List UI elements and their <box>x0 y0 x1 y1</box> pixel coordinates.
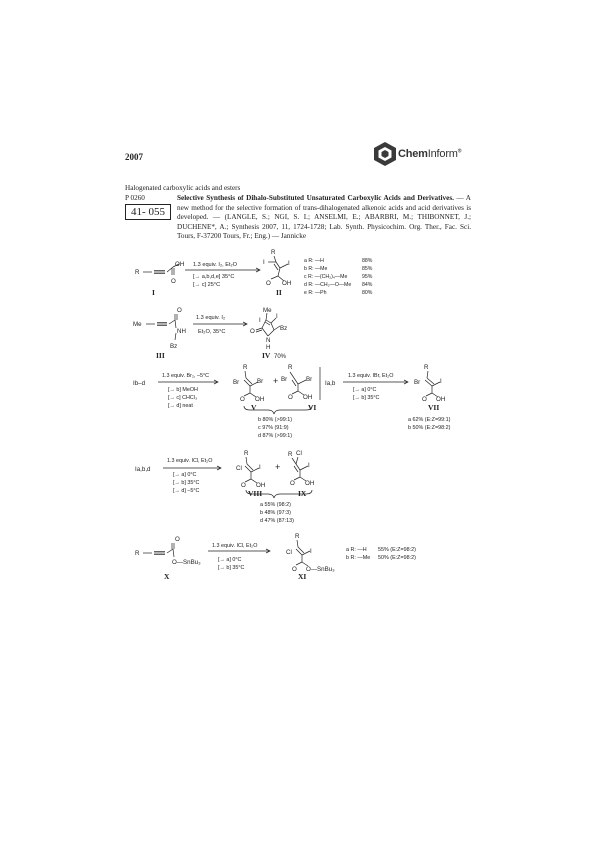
s6-prod-r: R <box>295 533 300 540</box>
s5-label-ix: IX <box>298 489 307 498</box>
s5-yield-b: b 48% (97:3) <box>260 510 291 516</box>
s1-sub-e: e R: —Ph <box>304 290 327 296</box>
s5-ix-r: R <box>288 451 293 458</box>
s6-prod-i: I <box>310 548 312 555</box>
s3-v-r: R <box>243 364 248 371</box>
s1-sub-c: c R: —(CH₂)₄—Me <box>304 274 348 280</box>
s1-yield-c: 95% <box>362 274 373 280</box>
s6-reagent: 1.3 equiv. ICl, Et₂O <box>212 543 258 549</box>
s6-sub-b: b R: —Me <box>346 555 371 561</box>
s6-sub-a: a R: —H <box>346 547 367 553</box>
s2-sm-nh: NH <box>177 328 186 335</box>
s5-reagent: 1.3 equiv. ICl, Et₂O <box>167 458 213 464</box>
s2-prod-n: N <box>266 337 271 344</box>
abstract-number: 41- 055 <box>125 204 171 220</box>
s6-prod-o: O <box>292 566 297 573</box>
s1-sm-oh: OH <box>175 261 185 268</box>
s1-sm-r: R <box>135 269 140 276</box>
s6-sm-osnbu3: O—SnBu₃ <box>172 559 201 566</box>
s3-vi-oh: OH <box>303 394 313 401</box>
s5-viii-i: I <box>259 464 261 471</box>
s3-v-o: O <box>240 396 245 403</box>
abstract-body: — A new method for the selective formation of trans-dihalogenated alkenoic acids and acid derivatives is developed. — (LANGLE, S.; NGI, S. I.; ANSELMI, E.; ABARBRI, M.; THIBONNET, J.; DUCHENE*, A.; Synthesis 2007, 11, 1724-1728; Lab. Synth. Physicochim. Org. Ther., Fac. Sci. Tours, F-37200 Tours, Fr.; Eng.) — Jannicke <box>177 194 471 241</box>
s6-prod-osnbu3: O—SnBu₃ <box>306 566 335 573</box>
s3-label-vi: VI <box>308 403 317 412</box>
s1-sub-d: d R: —CH₂—O—Me <box>304 282 352 288</box>
s4-br: Br <box>414 379 421 386</box>
s4-reagent: 1.3 equiv. IBr, Et₂O <box>348 373 394 379</box>
s4-start: Ia,b <box>325 380 336 387</box>
s5-start: Ia,b,d <box>135 466 151 473</box>
s4-cond-a: [→ a] 0°C <box>353 387 377 393</box>
s6-prod-cl: Cl <box>286 549 292 556</box>
s3-cond-c: [→ c] CHCl₃ <box>168 395 198 401</box>
s1-sm-label: I <box>152 288 155 297</box>
s4-r: R <box>424 364 429 371</box>
s3-cond-d: [→ d] neat <box>168 403 193 409</box>
s1-prod-i2: I <box>288 260 290 267</box>
s3-plus: + <box>273 376 279 386</box>
s5-label-viii: VIII <box>248 489 263 498</box>
s2-prod-h: H <box>266 344 271 351</box>
s2-sm-bz: Bz <box>170 343 178 350</box>
s1-prod-label: II <box>276 288 282 297</box>
s1-prod-o: O <box>266 280 271 287</box>
s2-prod-i1: I <box>259 317 261 324</box>
s3-yield-b: b 80% (>99:1) <box>258 417 293 423</box>
s3-start: Ib–d <box>133 380 146 387</box>
s2-prod-me: Me <box>263 307 272 314</box>
s2-sm-me: Me <box>133 321 142 328</box>
s5-viii-cl: Cl <box>236 465 242 472</box>
s5-cond-d: [→ d] –5°C <box>173 488 200 494</box>
s2-prod-yield: 70% <box>274 354 287 360</box>
s5-ix-oh: OH <box>305 480 315 487</box>
s4-yield-a: a 62% (E:Z=99:1) <box>408 417 451 423</box>
s5-plus: + <box>275 462 281 472</box>
s1-sub-b: b R: —Me <box>304 266 328 272</box>
abstract-title: Selective Synthesis of Dihalo-Substituted Unsaturated Carboxylic Acids and Derivatives. <box>177 194 454 202</box>
s6-yield-b: 50% (E:Z=98:2) <box>378 555 416 561</box>
s6-sm-label: X <box>164 572 170 581</box>
s5-viii-o: O <box>241 482 246 489</box>
s2-prod-o: O <box>250 328 255 335</box>
s4-label: VII <box>428 403 440 412</box>
s3-vi-r: R <box>288 364 293 371</box>
s1-reagent: 1.3 equiv. I₂, Et₂O <box>193 262 238 268</box>
s1-sm-o: O <box>171 278 176 285</box>
s4-i: I <box>440 378 442 385</box>
s3-label-v: V <box>251 403 257 412</box>
s5-ix-i: I <box>308 462 310 469</box>
s3-yield-c: c 97% (91:9) <box>258 425 289 431</box>
s2-sm-label: III <box>156 351 165 360</box>
s6-yield-a: 55% (E:Z=98:2) <box>378 547 416 553</box>
s5-cond-a: [→ a] 0°C <box>173 472 197 478</box>
s2-reagent: 1.3 equiv. I₂ <box>196 315 226 321</box>
s2-prod-i2: I <box>276 313 278 320</box>
abstract-category: Halogenated carboxylic acids and esters <box>125 184 241 192</box>
s4-yield-b: b 50% (E:Z=98:2) <box>408 425 451 431</box>
s5-viii-oh: OH <box>256 482 266 489</box>
s3-v-br1: Br <box>233 379 240 386</box>
logo-part-inform: Inform <box>427 148 458 160</box>
s6-cond-b: [→ b] 35°C <box>218 565 245 571</box>
s1-yield-a: 88% <box>362 258 373 264</box>
s2-cond: Et₂O, 35°C <box>198 329 226 335</box>
s1-prod-r: R <box>271 249 276 256</box>
abstract-code: P 0260 <box>125 194 145 202</box>
s3-reagent: 1.3 equiv. Br₂, –5°C <box>162 373 209 379</box>
s4-o: O <box>422 396 427 403</box>
s1-cond2: [→ c] 25°C <box>193 282 221 288</box>
s4-cond-b: [→ b] 35°C <box>353 395 380 401</box>
s2-prod-label: IV <box>262 351 271 360</box>
s1-prod-oh: OH <box>282 280 292 287</box>
s3-v-br2: Br <box>257 378 264 385</box>
s3-yield-d: d 87% (>99:1) <box>258 433 293 439</box>
s1-yield-b: 85% <box>362 266 373 272</box>
s5-viii-r: R <box>244 450 249 457</box>
s1-cond1: [→ a,b,d,e] 35°C <box>193 274 235 280</box>
s2-sm-o: O <box>177 307 182 314</box>
s5-yield-a: a 55% (98:2) <box>260 502 291 508</box>
s3-v-oh: OH <box>255 396 265 403</box>
s5-ix-o: O <box>290 480 295 487</box>
s3-vi-o: O <box>288 394 293 401</box>
s5-ix-cl: Cl <box>296 450 302 457</box>
s6-cond-a: [→ a] 0°C <box>218 557 242 563</box>
s1-yield-e: 80% <box>362 290 373 296</box>
s6-sm-o: O <box>175 536 180 543</box>
s1-prod-i1: I <box>263 259 265 266</box>
logo-part-chem: Chem <box>398 148 428 160</box>
year: 2007 <box>125 152 143 162</box>
s3-vi-br1: Br <box>281 376 288 383</box>
s5-cond-b: [→ b] 35°C <box>173 480 200 486</box>
logo-mark: ® <box>457 148 462 155</box>
s1-yield-d: 84% <box>362 282 373 288</box>
s4-oh: OH <box>436 396 446 403</box>
s2-prod-bz: Bz <box>280 325 288 332</box>
s1-sub-a: a R: —H <box>304 258 324 264</box>
s3-vi-br2: Br <box>306 376 313 383</box>
s6-prod-label: XI <box>298 572 307 581</box>
s5-yield-d: d 47% (87:13) <box>260 518 294 524</box>
s6-sm-r: R <box>135 550 140 557</box>
s3-cond-b: [→ b] MeOH <box>168 387 198 393</box>
